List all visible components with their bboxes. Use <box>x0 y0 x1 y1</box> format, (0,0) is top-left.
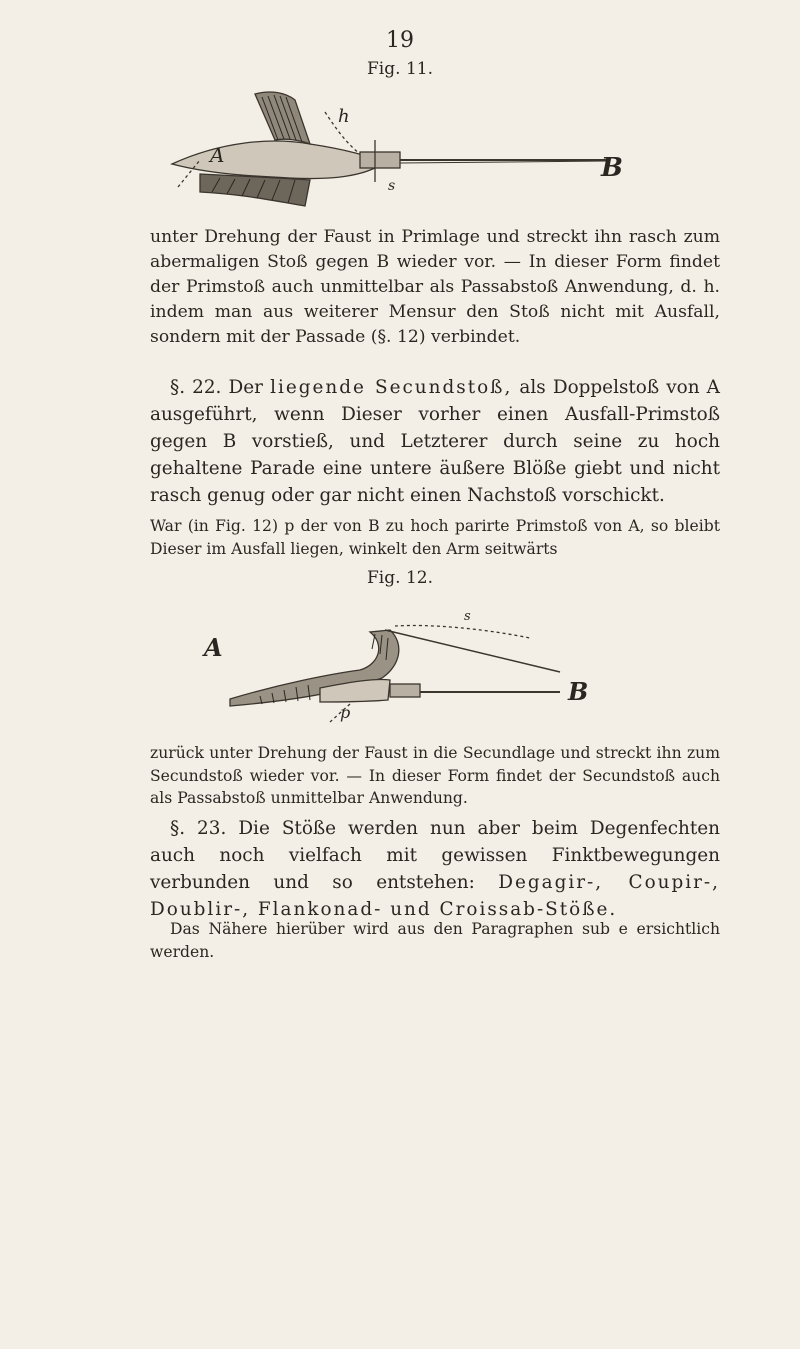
figure-12-illustration <box>200 604 590 722</box>
section-23-number: §. 23. <box>170 818 227 839</box>
section-22-number: §. 22. <box>170 377 222 398</box>
paragraph-4: Das Nähere hierüber wird aus den Paragraphen sub e ersichtlich werden. <box>150 920 720 961</box>
label-B: B <box>601 153 623 183</box>
paragraph-1: unter Drehung der Faust in Primlage und streckt ihn rasch zum abermaligen Stoß gegen B wieder vor. — In dieser Form findet der Primstoß auch unmittelbar als Passabstoß Anwendung, d. h. indem man aus weiterer Mensur den Stoß nicht mit Ausfall, sondern mit der Passade (§. 12) verbindet. <box>150 227 720 347</box>
section-22-lead: Der <box>228 377 263 398</box>
figure-12-caption: Fig. 12. <box>367 568 433 588</box>
label-s: s <box>388 178 396 194</box>
cuff-shape <box>200 174 310 206</box>
label-B: B <box>568 677 589 706</box>
section-23-text: Die Stöße werden nun aber beim Degenfechten auch noch vielfach mit gewissen Finktbewegungen verbunden und so entstehen: <box>150 818 720 893</box>
paragraph-2: War (in Fig. 12) p der von B zu hoch parirte Primstoß von A, so bleibt Dieser im Ausfall liegen, winkelt den Arm seitwärts <box>150 517 720 558</box>
paragraph-3: zurück unter Drehung der Faust in die Secundlage und streckt ihn zum Secundstoß wieder vor. — In dieser Form findet der Secundstoß auch als Passabstoß unmittelbar Anwendung. <box>150 744 720 807</box>
label-A: A <box>210 143 225 167</box>
section-23-terms: Degagir-, Coupir-, Doublir-, Flankonad- und Croissab-Stöße. <box>150 872 720 920</box>
hilt-shape <box>360 152 400 168</box>
hilt-shape <box>390 684 420 697</box>
label-p: p <box>340 703 351 722</box>
label-h: h <box>338 106 350 127</box>
label-s: s <box>464 609 471 624</box>
figure-11-caption: Fig. 11. <box>367 59 433 79</box>
section-22-paragraph <box>150 374 720 509</box>
forearm-shape <box>172 141 385 179</box>
figure-11-illustration <box>160 82 623 212</box>
section-22-text: als Doppelstoß von A ausgeführt, wenn Dieser vorher einen Ausfall-Primstoß gegen B vorstieß, und Letzterer durch seine zu hoch gehaltene Parade eine untere äußere Blöße giebt und nicht rasch genug oder gar nicht einen Nachstoß vorschickt. <box>150 377 720 506</box>
blade-diagonal <box>385 630 560 672</box>
label-A: A <box>204 633 223 662</box>
section-22-term: liegende Secundstoß, <box>270 377 513 398</box>
section-23-paragraph <box>150 815 720 923</box>
page-number: 19 <box>386 28 414 53</box>
